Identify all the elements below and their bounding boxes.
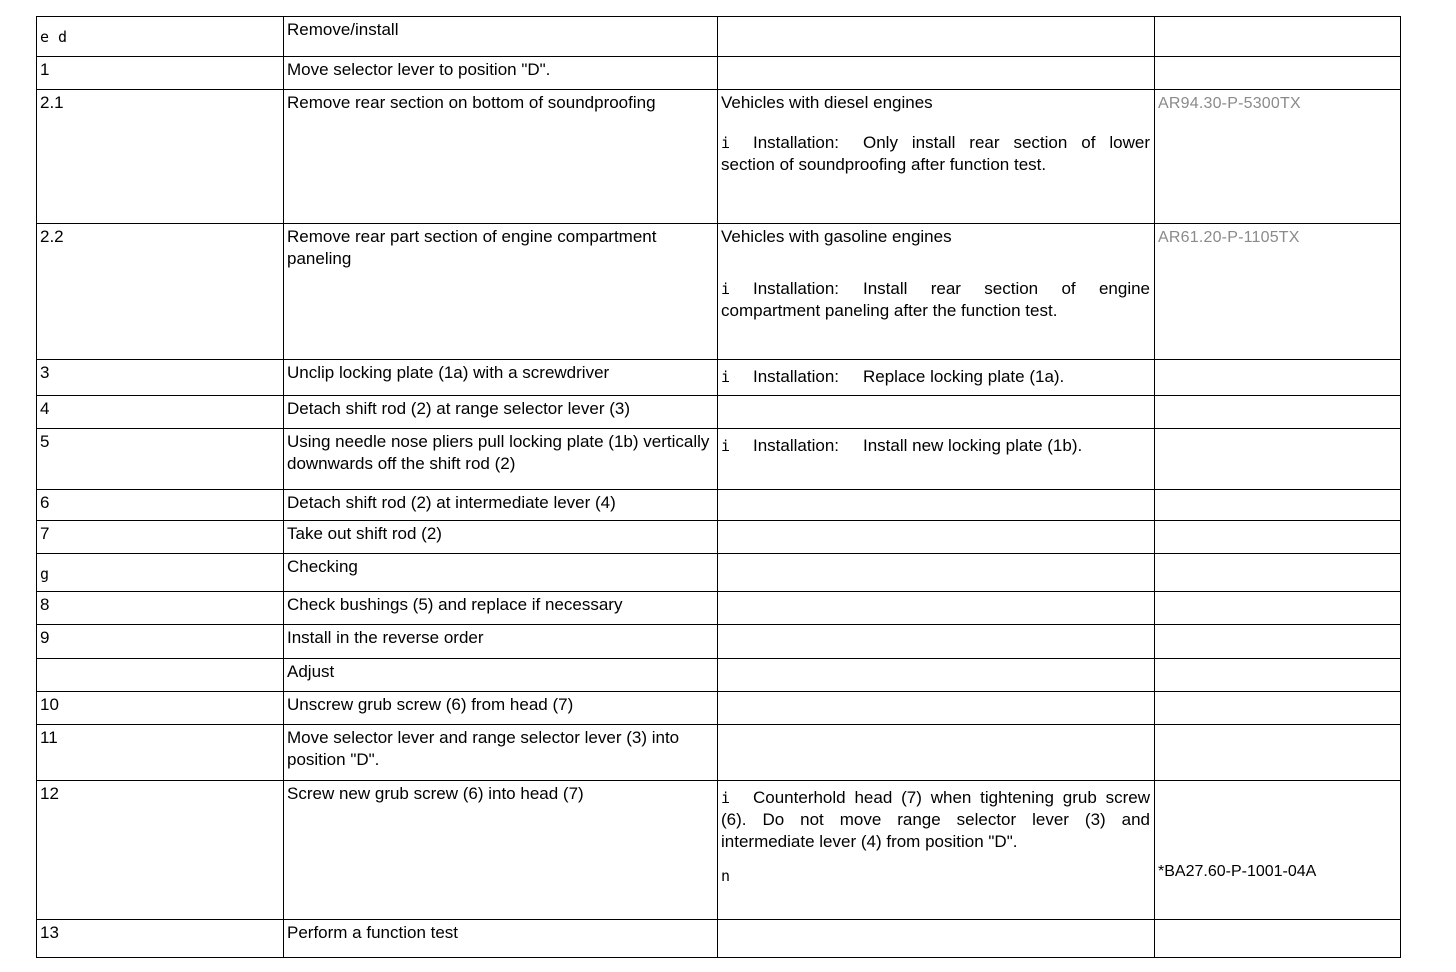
ref-cell [1155,592,1401,625]
step-cell: 3 [37,360,284,396]
installation-note [721,431,1150,457]
note-cell [718,725,1155,781]
note-cell [718,490,1155,521]
step-cell: 8 [37,592,284,625]
table-row [37,781,1401,920]
counterhold-text: Counterhold head (7) when tightening grub screw (6). Do not move range selector lever (3) and intermediate lever (4) from position "D". [721,788,1150,851]
note-cell [718,224,1155,360]
vehicle-condition: Vehicles with diesel engines [721,93,933,112]
table-row [37,429,1401,490]
installation-text: Install new locking plate (1b). [863,436,1083,455]
action-cell: Unclip locking plate (1a) with a screwdriver [284,360,718,396]
table-row [37,725,1401,781]
ref-cell [1155,521,1401,554]
ref-cell [1155,396,1401,429]
ref-cell [1155,625,1401,659]
note-cell [718,17,1155,57]
note-cell [718,554,1155,592]
step-cell: 1 [37,57,284,90]
step-cell: 10 [37,692,284,725]
reference-link[interactable]: *BA27.60-P-1001-04A [1158,863,1317,880]
installation-label: Installation: [753,436,839,455]
step-cell: 5 [37,429,284,490]
step-cell: 12 [37,781,284,920]
table-row [37,90,1401,224]
action-cell: Unscrew grub screw (6) from head (7) [284,692,718,725]
note-cell [718,429,1155,490]
step-cell: 4 [37,396,284,429]
vehicle-condition: Vehicles with gasoline engines [721,227,952,246]
action-cell: Detach shift rod (2) at intermediate lever (4) [284,490,718,521]
table-row [37,554,1401,592]
action-cell: Take out shift rod (2) [284,521,718,554]
installation-label: Installation: [753,279,839,298]
note-cell [718,521,1155,554]
ref-cell [1155,659,1401,692]
installation-label: Installation: [753,367,839,386]
symbol-ed: e d [40,28,68,46]
action-cell: Detach shift rod (2) at range selector lever (3) [284,396,718,429]
counterhold-note [721,787,1150,853]
table-row [37,625,1401,659]
installation-label: Installation: [753,133,839,152]
symbol-g: g [40,565,50,583]
info-icon: i [721,280,731,298]
step-cell: 2.1 [37,90,284,224]
step-cell: 2.2 [37,224,284,360]
installation-text: Only install rear section of lower section of soundproofing after function test. [721,133,1150,174]
n-marker [721,865,1150,887]
action-cell: Check bushings (5) and replace if necessary [284,592,718,625]
ref-cell [1155,57,1401,90]
action-cell [284,659,718,692]
section-heading: Checking [287,557,358,576]
note-cell [718,90,1155,224]
action-cell: Remove rear part section of engine compartment paneling [284,224,718,360]
action-cell [284,554,718,592]
note-cell [718,592,1155,625]
action-cell: Remove rear section on bottom of soundproofing [284,90,718,224]
table-row [37,360,1401,396]
step-cell: 6 [37,490,284,521]
section-heading: Adjust [287,662,335,681]
n-symbol: n [721,867,731,885]
ref-cell [1155,490,1401,521]
section-heading: Remove/install [287,20,399,39]
ref-cell [1155,360,1401,396]
table-row [37,224,1401,360]
ref-cell [1155,920,1401,958]
installation-note [721,278,1150,322]
note-cell [718,360,1155,396]
action-cell: Move selector lever to position "D". [284,57,718,90]
table-row [37,521,1401,554]
table-row [37,57,1401,90]
step-cell: 11 [37,725,284,781]
note-cell [718,396,1155,429]
note-cell [718,57,1155,90]
ref-cell [1155,725,1401,781]
info-icon: i [721,437,731,455]
step-cell [37,17,284,57]
ref-cell [1155,90,1401,224]
table-row [37,920,1401,958]
procedure-table [36,16,1401,958]
step-cell: 13 [37,920,284,958]
action-cell: Install in the reverse order [284,625,718,659]
action-cell: Move selector lever and range selector lever (3) into position "D". [284,725,718,781]
step-cell: 9 [37,625,284,659]
note-cell [718,625,1155,659]
step-cell [37,554,284,592]
info-icon: i [721,368,731,386]
reference-link[interactable]: AR94.30-P-5300TX [1158,95,1301,112]
table-row [37,17,1401,57]
installation-note [721,362,1150,388]
table-row [37,692,1401,725]
ref-cell [1155,224,1401,360]
table-row [37,396,1401,429]
step-cell [37,659,284,692]
installation-text: Replace locking plate (1a). [863,367,1065,386]
note-cell [718,659,1155,692]
table-row [37,659,1401,692]
ref-cell [1155,429,1401,490]
ref-cell [1155,17,1401,57]
action-cell: Perform a function test [284,920,718,958]
action-cell: Screw new grub screw (6) into head (7) [284,781,718,920]
step-cell: 7 [37,521,284,554]
action-cell [284,17,718,57]
reference-link[interactable]: AR61.20-P-1105TX [1158,229,1300,246]
ref-cell [1155,554,1401,592]
ref-cell [1155,781,1401,920]
installation-text: Install rear section of engine compartment paneling after the function test. [721,279,1150,320]
table-row [37,592,1401,625]
note-cell [718,781,1155,920]
info-icon: i [721,134,731,152]
note-cell [718,692,1155,725]
info-icon: i [721,789,731,807]
note-cell [718,920,1155,958]
table-row [37,490,1401,521]
installation-note [721,132,1150,176]
ref-cell [1155,692,1401,725]
action-cell: Using needle nose pliers pull locking plate (1b) vertically downwards off the shift rod (2) [284,429,718,490]
